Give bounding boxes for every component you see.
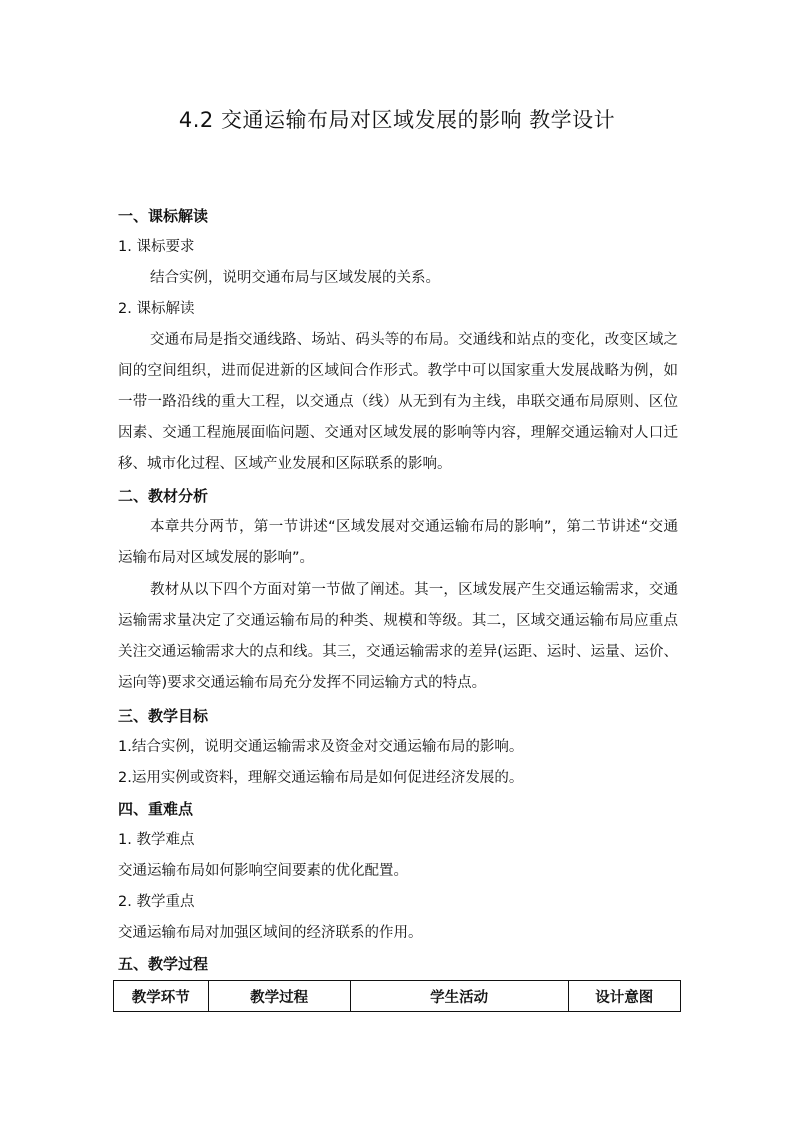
textbook-paragraph-1: 本章共分两节，第一节讲述“区域发展对交通运输布局的影响”，第二节讲述“交通运输布局对区域发展的影响”。: [118, 519, 678, 566]
focus-text: 交通运输布局对加强区域间的经济联系的作用。: [118, 925, 423, 941]
difficulty-text: 交通运输布局如何影响空间要素的优化配置。: [118, 863, 408, 879]
interpretation-paragraph: 交通布局是指交通线路、场站、码头等的布局。交通线和站点的变化，改变区域之间的空间组织，进而促进新的区域间合作形式。教学中可以国家重大发展战略为例，如一带一路沿线的重大工程，以交通点（线）从无到有为主线，串联交通布局原则、区位因素、交通工程施展面临问题、交通对区域发展的影响等内容，理解交通运输对人口迁移、城市化过程、区域产业发展和区际联系的影响。: [118, 332, 678, 472]
column-header: 设计意图: [568, 981, 680, 1012]
subheading-focus: 2. 教学重点: [118, 894, 195, 910]
section-heading-textbook: 二、教材分析: [118, 487, 209, 505]
section-heading-objectives: 三、教学目标: [118, 707, 209, 725]
process-table: [113, 980, 681, 1012]
objective-1: 1.结合实例，说明交通运输需求及资金对交通运输布局的影响。: [118, 739, 524, 755]
subheading-interpretation: 2. 课标解读: [118, 301, 195, 317]
section-heading-standards: 一、课标解读: [118, 207, 209, 225]
document-title: 4.2 交通运输布局对区域发展的影响 教学设计: [178, 108, 616, 132]
subheading-requirements: 1. 课标要求: [118, 239, 195, 255]
subheading-difficulty: 1. 教学难点: [118, 832, 195, 848]
requirements-text: 结合实例，说明交通布局与区域发展的关系。: [150, 270, 440, 286]
column-header: 教学过程: [208, 981, 350, 1012]
column-header: 学生活动: [350, 981, 568, 1012]
column-header: 教学环节: [114, 981, 209, 1012]
objective-2: 2.运用实例或资料，理解交通运输布局是如何促进经济发展的。: [118, 770, 524, 786]
table-header-row: [114, 981, 681, 1012]
textbook-paragraph-2: 教材从以下四个方面对第一节做了阐述。其一，区域发展产生交通运输需求，交通运输需求量决定了交通运输布局的种类、规模和等级。其二，区域交通运输布局应重点关注交通运输需求大的点和线。其三，交通运输需求的差异(运距、运时、运量、运价、运向等)要求交通运输布局充分发挥不同运输方式的特点。: [118, 582, 678, 691]
section-heading-process: 五、教学过程: [118, 955, 209, 973]
section-heading-keypoints: 四、重难点: [118, 800, 194, 818]
